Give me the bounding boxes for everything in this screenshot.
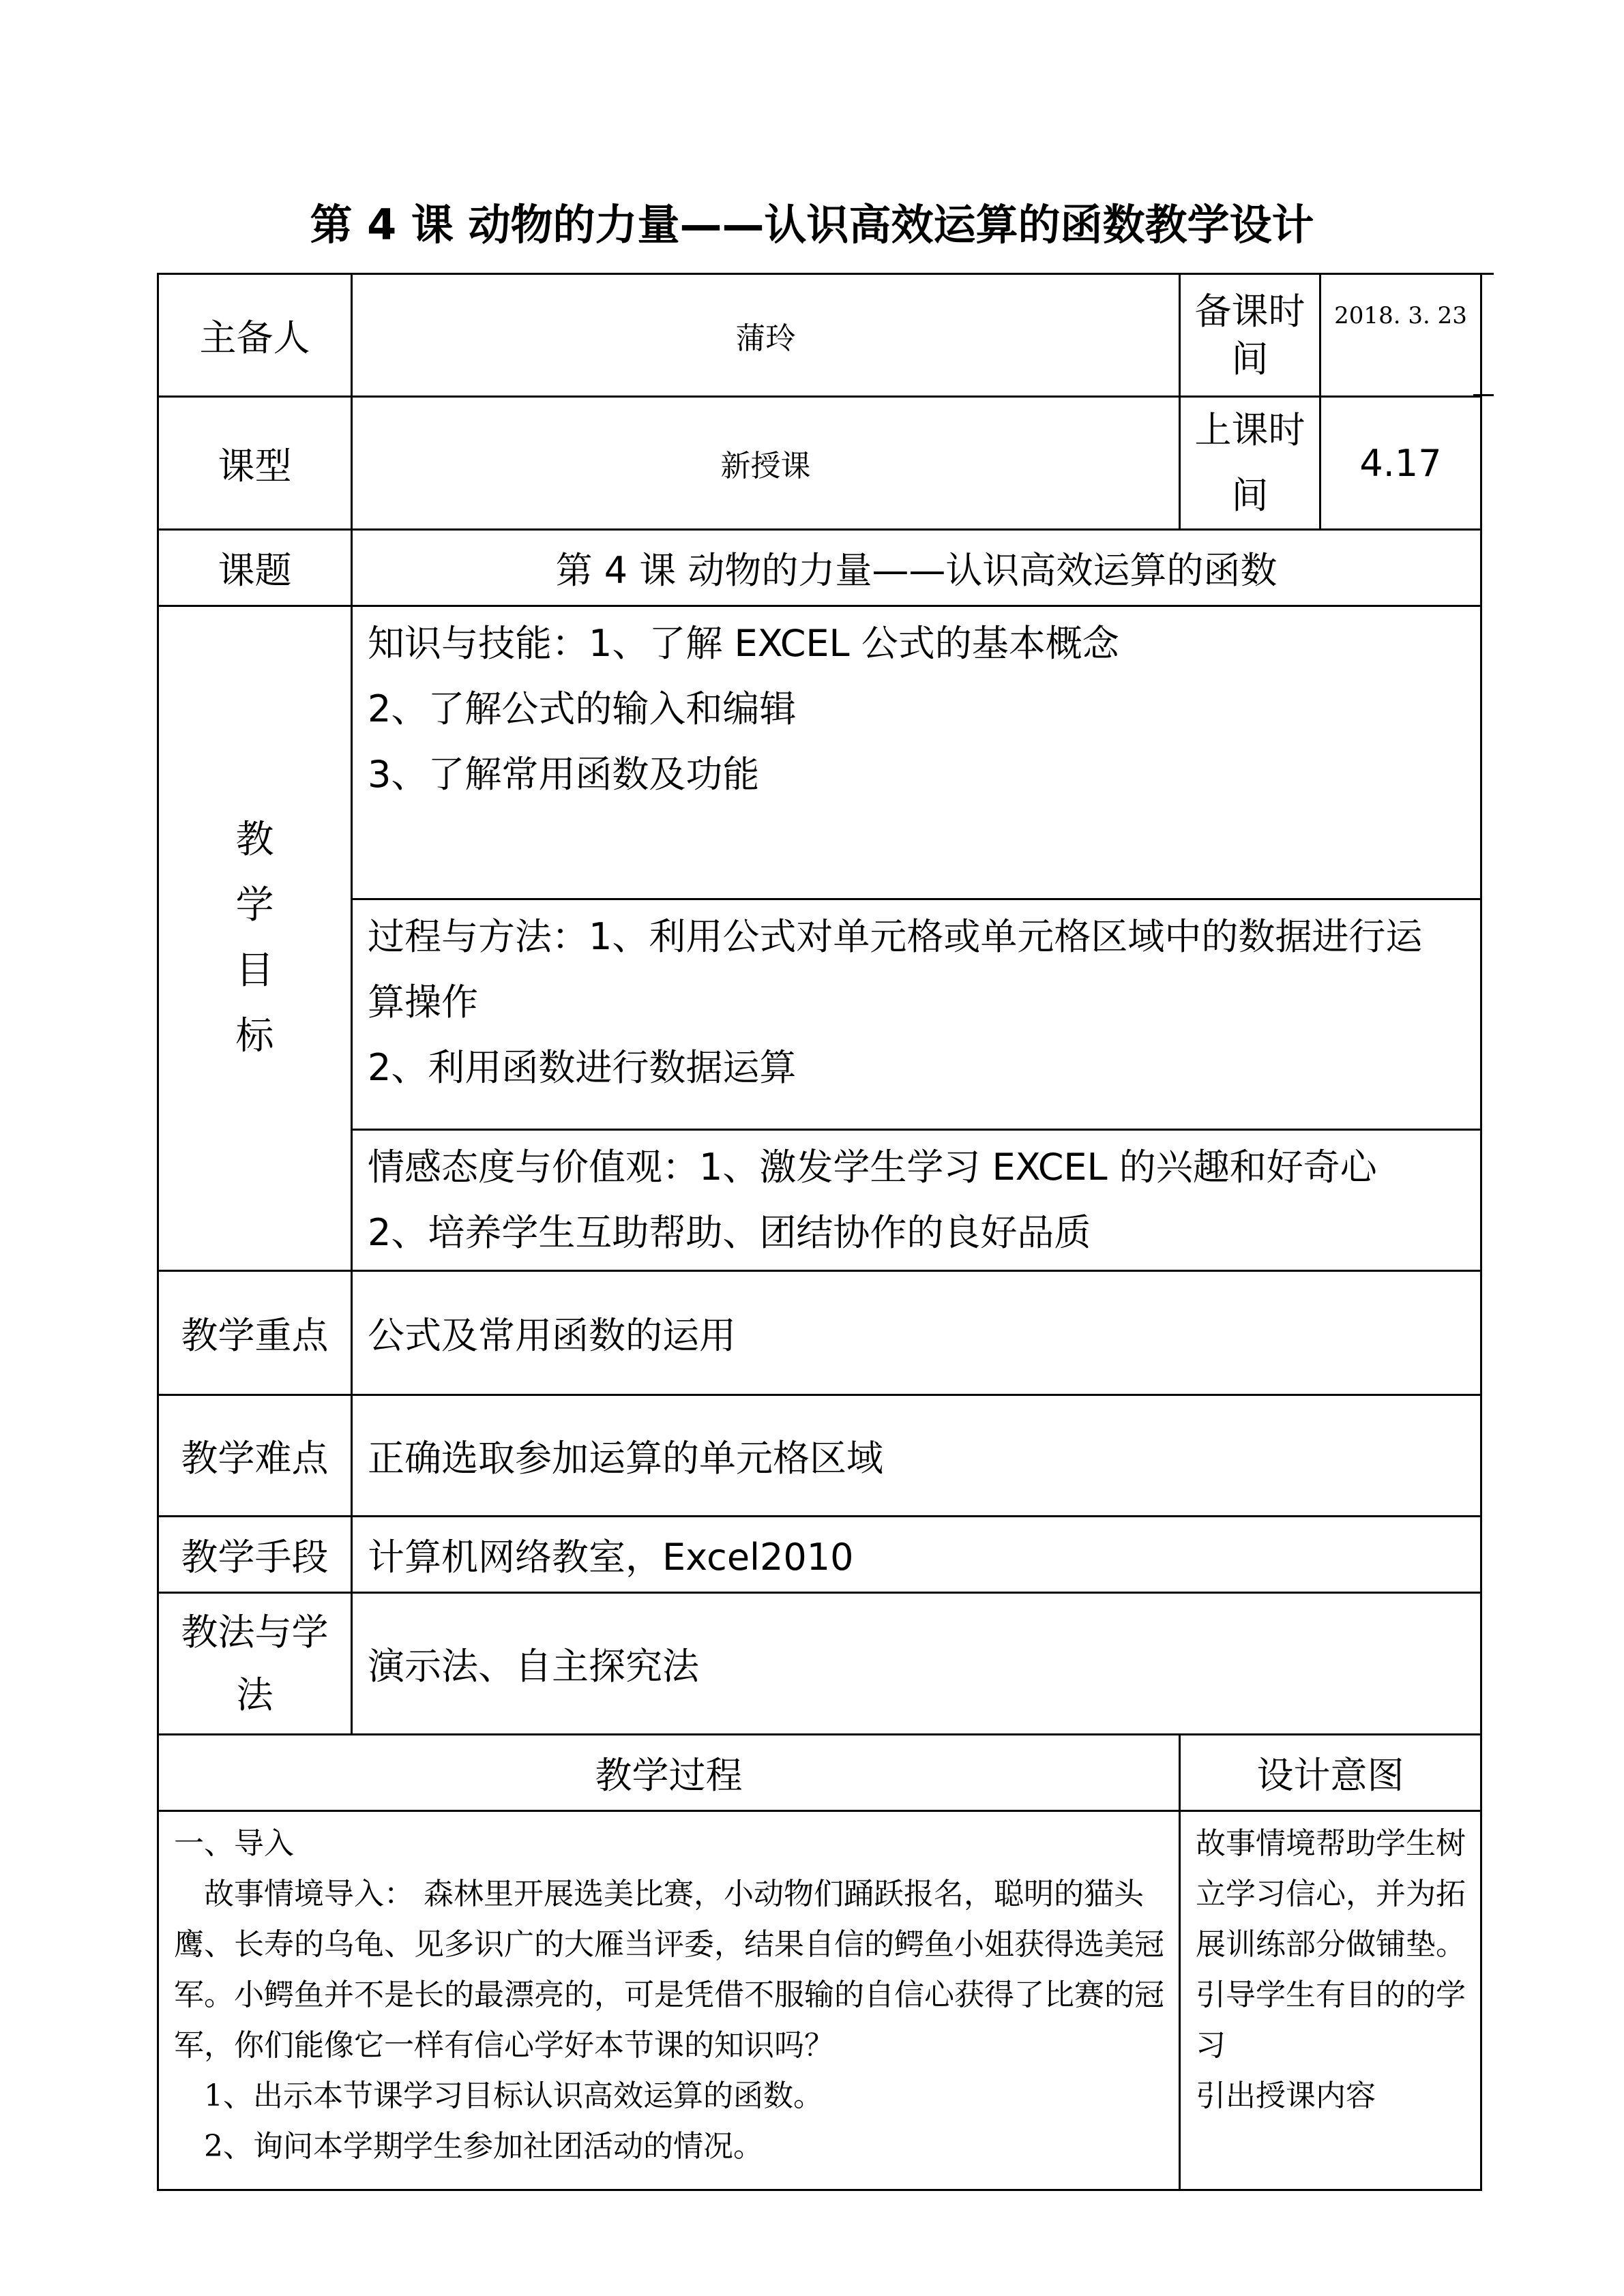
lesson-type-label: 课型: [158, 397, 352, 530]
preparer-label: 主备人: [158, 274, 352, 397]
method-label-line: 法: [236, 1673, 274, 1716]
goals-label: [158, 606, 352, 1271]
goals-label-char: 学: [235, 883, 274, 927]
method-label-line: 教法与学: [181, 1610, 329, 1654]
goals-label-char: 标: [235, 1014, 274, 1058]
goals-label-char: 目: [235, 949, 274, 993]
class-time-value: 4.17: [1320, 397, 1481, 530]
class-time-label: 上课时间: [1180, 397, 1320, 530]
table-edge-line: [1473, 273, 1494, 275]
row-preparer: [158, 274, 1481, 397]
topic-label: 课题: [158, 530, 352, 606]
goals-emotion: [352, 1130, 1481, 1271]
process-line: 1、出示本节课学习目标认识高效运算的函数。: [204, 2078, 823, 2113]
process-line: 故事情境导入： 森林里开展选美比赛，小动物们踊跃报名，聪明的猫头鹰、长寿的乌龟、见多识广的大雁当评委，结果自信的鳄鱼小姐获得选美冠军。小鳄鱼并不是长的最漂亮的，可是凭借不服输的自信心获得了比赛的冠军，你们能像它一样有信心学好本节课的知识吗？: [174, 1877, 1164, 2063]
means-label: 教学手段: [158, 1517, 352, 1593]
process-content: [158, 1811, 1180, 2190]
process-header: 教学过程: [158, 1735, 1180, 1811]
goals-label-char: 教: [235, 818, 274, 862]
row-topic: [158, 530, 1481, 606]
method-value: 演示法、自主探究法: [352, 1593, 1481, 1735]
row-difficulty: [158, 1395, 1481, 1517]
intent-content: [1180, 1811, 1481, 2190]
row-process-header: [158, 1735, 1481, 1811]
prep-time-value: 2018. 3. 23: [1320, 274, 1481, 397]
process-line: 2、询问本学期学生参加社团活动的情况。: [204, 2129, 763, 2164]
intent-header: 设计意图: [1180, 1735, 1481, 1811]
topic-value: 第 4 课 动物的力量——认识高效运算的函数: [352, 530, 1481, 606]
difficulty-value: 正确选取参加运算的单元格区域: [352, 1395, 1481, 1517]
means-value: 计算机网络教室，Excel2010: [352, 1517, 1481, 1593]
difficulty-label: 教学难点: [158, 1395, 352, 1517]
key-point-label: 教学重点: [158, 1271, 352, 1395]
lesson-type-value: 新授课: [352, 397, 1180, 530]
row-goals-emotion: [158, 1130, 1481, 1271]
lesson-plan-table: [157, 273, 1482, 2191]
key-point-value: 公式及常用函数的运用: [352, 1271, 1481, 1395]
document-title: 第 4 课 动物的力量——认识高效运算的函数教学设计: [310, 200, 1314, 250]
goal-line: 算操作: [368, 981, 478, 1024]
preparer-value: 蒲玲: [352, 274, 1180, 397]
row-lesson-type: [158, 397, 1481, 530]
row-key-point: [158, 1271, 1481, 1395]
goal-line: 过程与方法：1、利用公式对单元格或单元格区域中的数据进行运: [368, 915, 1423, 958]
process-line: 一、导入: [174, 1826, 294, 1861]
row-goals-knowledge: [158, 606, 1481, 899]
goal-line: 知识与技能：1、了解 EXCEL 公式的基本概念: [368, 622, 1119, 665]
intent-line: 故事情境帮助学生树立学习信心，并为拓展训练部分做铺垫。: [1196, 1826, 1466, 1962]
row-means: [158, 1517, 1481, 1593]
goals-knowledge: [352, 606, 1481, 899]
goal-line: 2、培养学生互助帮助、团结协作的良好品质: [368, 1211, 1091, 1254]
goal-line: 2、利用函数进行数据运算: [368, 1046, 797, 1089]
intent-line: 引导学生有目的的学习: [1196, 1978, 1466, 2063]
row-method: [158, 1593, 1481, 1735]
goals-process: [352, 899, 1481, 1130]
table-edge-line: [1473, 394, 1494, 396]
row-goals-process: [158, 899, 1481, 1130]
intent-line: 引出授课内容: [1196, 2078, 1376, 2113]
prep-time-label: 备课时间: [1180, 274, 1320, 397]
goal-line: 2、了解公式的输入和编辑: [368, 687, 797, 730]
method-label: [158, 1593, 352, 1735]
goal-line: 情感态度与价值观：1、激发学生学习 EXCEL 的兴趣和好奇心: [368, 1146, 1377, 1189]
row-process-content: [158, 1811, 1481, 2190]
goal-line: 3、了解常用函数及功能: [368, 753, 760, 796]
